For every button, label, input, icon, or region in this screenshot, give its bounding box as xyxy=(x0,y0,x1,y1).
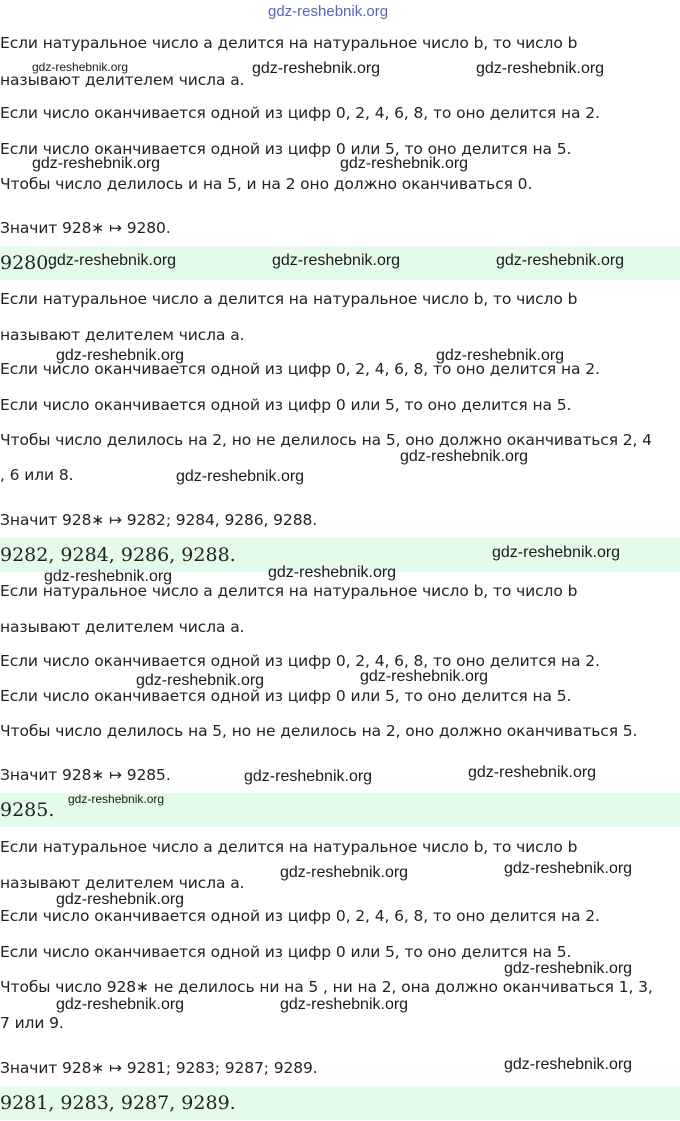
watermark: gdz-reshebnik.org xyxy=(44,568,173,585)
rule-divisible-by-5: Если число оканчивается одной из цифр 0 или 5, то оно делится на 5. xyxy=(0,943,572,961)
watermark: gdz-reshebnik.org xyxy=(436,347,565,364)
definition-line-2: называют делителем числа a. xyxy=(0,874,245,892)
condition-line-1: Чтобы число 928∗ не делилось ни на 5 , ни на 2, она должно оканчиваться 1, 3, xyxy=(0,978,653,996)
definition-line-1: Если натуральное число a делится на натуральное число b, то число b xyxy=(0,34,578,52)
watermark: gdz-reshebnik.org xyxy=(32,60,129,74)
definition-line-1: Если натуральное число a делится на натуральное число b, то число b xyxy=(0,838,578,856)
watermark: gdz-reshebnik.org xyxy=(476,60,605,77)
watermark: gdz-reshebnik.org xyxy=(400,448,529,465)
watermark: gdz-reshebnik.org xyxy=(280,996,409,1013)
conclusion-line: Значит 928∗ ↦ 9282; 9284, 9286, 9288. xyxy=(0,511,318,529)
watermark: gdz-reshebnik.org xyxy=(56,347,185,364)
watermark: gdz-reshebnik.org xyxy=(68,792,165,806)
answer-text: 9280. xyxy=(0,252,55,274)
rule-divisible-by-2: Если число оканчивается одной из цифр 0, 2, 4, 6, 8, то оно делится на 2. xyxy=(0,360,600,378)
watermark: gdz-reshebnik.org xyxy=(504,860,633,877)
answer-box xyxy=(0,1086,680,1120)
rule-divisible-by-2: Если число оканчивается одной из цифр 0, 2, 4, 6, 8, то оно делится на 2. xyxy=(0,907,600,925)
watermark: gdz-reshebnik.org xyxy=(468,764,597,781)
watermark: gdz-reshebnik.org xyxy=(504,960,633,977)
condition-line-1: Чтобы число делилось на 2, но не делилось на 5, оно должно оканчиваться 2, 4 xyxy=(0,431,652,449)
rule-divisible-by-5: Если число оканчивается одной из цифр 0 или 5, то оно делится на 5. xyxy=(0,396,572,414)
definition-line-1: Если натуральное число a делится на натуральное число b, то число b xyxy=(0,290,578,308)
watermark: gdz-reshebnik.org xyxy=(496,252,625,269)
answer-text: 9282, 9284, 9286, 9288. xyxy=(0,544,236,566)
answer-text: 9285. xyxy=(0,799,55,821)
rule-divisible-by-2: Если число оканчивается одной из цифр 0, 2, 4, 6, 8, то оно делится на 2. xyxy=(0,652,600,670)
watermark: gdz-reshebnik.org xyxy=(252,60,381,77)
condition-line-2: 7 или 9. xyxy=(0,1014,64,1032)
watermark: gdz-reshebnik.org xyxy=(268,564,397,581)
watermark: gdz-reshebnik.org xyxy=(492,544,621,561)
watermark: gdz-reshebnik.org xyxy=(176,468,305,485)
condition-line: Чтобы число делилось и на 5, и на 2 оно должно оканчиваться 0. xyxy=(0,175,533,193)
conclusion-line: Значит 928∗ ↦ 9285. xyxy=(0,766,171,784)
watermark: gdz-reshebnik.org xyxy=(48,252,177,269)
watermark: gdz-reshebnik.org xyxy=(272,252,401,269)
rule-divisible-by-5: Если число оканчивается одной из цифр 0 или 5, то оно делится на 5. xyxy=(0,687,572,705)
watermark: gdz-reshebnik.org xyxy=(360,668,489,685)
watermark: gdz-reshebnik.org xyxy=(280,864,409,881)
rule-divisible-by-2: Если число оканчивается одной из цифр 0, 2, 4, 6, 8, то оно делится на 2. xyxy=(0,104,600,122)
definition-line-2: называют делителем числа a. xyxy=(0,71,245,89)
watermark: gdz-reshebnik.org xyxy=(244,768,373,785)
watermark: gdz-reshebnik.org xyxy=(504,1056,633,1073)
watermark: gdz-reshebnik.org xyxy=(56,996,185,1013)
definition-line-2: называют делителем числа a. xyxy=(0,326,245,344)
condition-line: Чтобы число делилось на 5, но не делилось на 2, оно должно оканчиваться 5. xyxy=(0,722,638,740)
rule-divisible-by-5: Если число оканчивается одной из цифр 0 или 5, то оно делится на 5. xyxy=(0,140,572,158)
condition-line-2: , 6 или 8. xyxy=(0,466,74,484)
watermark: gdz-reshebnik.org xyxy=(340,155,469,172)
conclusion-line: Значит 928∗ ↦ 9281; 9283; 9287; 9289. xyxy=(0,1059,318,1077)
watermark: gdz-reshebnik.org xyxy=(32,155,161,172)
definition-line-2: называют делителем числа a. xyxy=(0,618,245,636)
watermark: gdz-reshebnik.org xyxy=(56,891,185,908)
definition-line-1: Если натуральное число a делится на натуральное число b, то число b xyxy=(0,582,578,600)
conclusion-line: Значит 928∗ ↦ 9280. xyxy=(0,219,171,237)
watermark: gdz-reshebnik.org xyxy=(136,672,265,689)
answer-text: 9281, 9283, 9287, 9289. xyxy=(0,1092,236,1114)
header-watermark: gdz-reshebnik.org xyxy=(268,3,389,20)
